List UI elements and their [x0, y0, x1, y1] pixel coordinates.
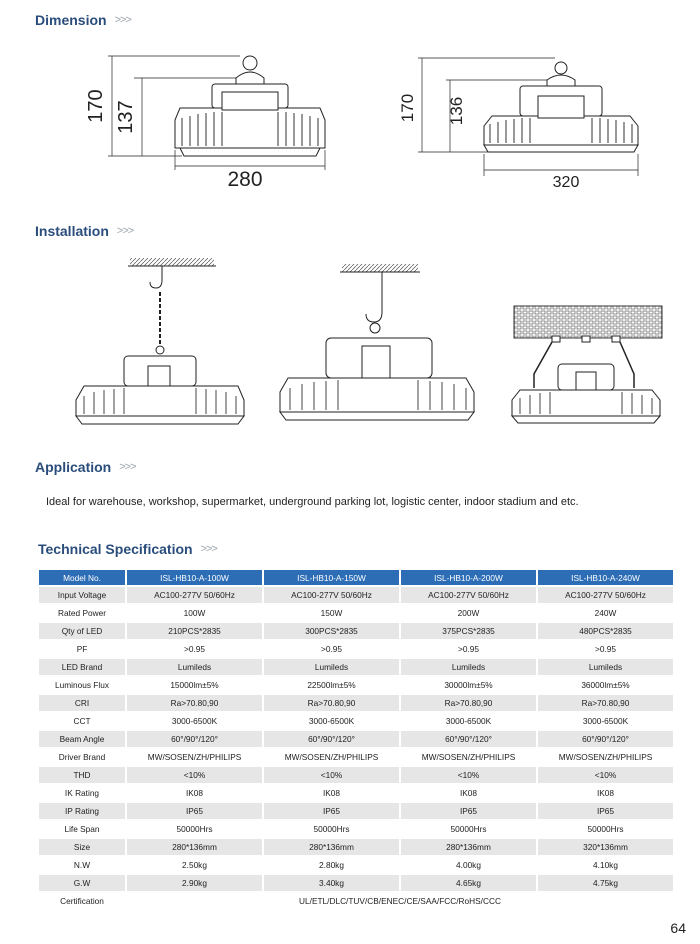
table-row — [39, 623, 673, 639]
table-row — [39, 893, 673, 909]
left-total-height-label: 170 — [85, 89, 107, 123]
spec-header-cell: Model No. — [39, 570, 125, 585]
table-row — [39, 641, 673, 657]
spec-value-cell: <10% — [264, 767, 399, 783]
table-row — [39, 857, 673, 873]
spec-table — [37, 568, 675, 911]
table-row — [39, 821, 673, 837]
spec-value-cell: 50000Hrs — [176, 824, 213, 834]
chain-mount-drawing — [76, 258, 244, 424]
spec-value-cell: <10% — [127, 767, 262, 783]
chevron-right-icon: >>> — [114, 14, 131, 26]
spec-value-cell: Ra>70.80,90 — [127, 695, 262, 711]
table-row — [39, 659, 673, 675]
spec-value-cell: 3000-6500K — [445, 716, 492, 726]
spec-label-cell: Beam Angle — [39, 731, 125, 747]
spec-value-cell: IP65 — [401, 803, 536, 819]
spec-value-cell: 150W — [320, 608, 343, 618]
right-total-height-label: 170 — [398, 93, 417, 123]
spec-label-cell: Qty of LED — [39, 623, 125, 639]
spec-label-cell: LED Brand — [39, 659, 125, 675]
spec-value-cell: 60°/90°/120° — [264, 731, 399, 747]
application-description: Ideal for warehouse, workshop, supermarket, underground parking lot, logistic center, indoor stadium and etc. — [46, 496, 579, 508]
spec-value-cell: Lumileds — [264, 659, 399, 675]
spec-value-cell: 4.75kg — [538, 875, 673, 891]
spec-label-cell: G.W — [39, 875, 125, 891]
spec-value-cell: IP65 — [264, 803, 399, 819]
spec-value-cell: Lumileds — [538, 659, 673, 675]
spec-value-cell: 50000Hrs — [587, 824, 624, 834]
spec-value-cell: 3000-6500K — [308, 716, 355, 726]
spec-value-cell: 100W — [183, 608, 206, 618]
spec-value-cell: 210PCS*2835 — [127, 623, 262, 639]
dimension-heading-text: Dimension — [35, 12, 107, 28]
chevron-right-icon: >>> — [116, 225, 134, 237]
spec-label-cell: Input Voltage — [39, 587, 125, 603]
spec-value-cell: Ra>70.80,90 — [538, 695, 673, 711]
installation-heading-text: Installation — [35, 223, 109, 239]
dimension-drawings — [0, 0, 700, 210]
spec-value-cell: 36000lm±5% — [581, 680, 630, 690]
table-row — [39, 731, 673, 747]
left-width-label: 280 — [227, 168, 263, 191]
spec-value-cell: 280*136mm — [127, 839, 262, 855]
table-row — [39, 695, 673, 711]
spec-label-cell: Rated Power — [58, 608, 106, 618]
technical-spec-heading — [38, 541, 217, 557]
spec-label-cell: CCT — [73, 716, 91, 726]
spec-value-cell: <10% — [401, 767, 536, 783]
spec-value-cell: 22500lm±5% — [307, 680, 356, 690]
application-heading — [35, 459, 136, 475]
certification-value-cell: UL/ETL/DLC/TUV/CB/ENEC/CE/SAA/FCC/RoHS/CCC — [299, 896, 501, 906]
spec-value-cell: 2.80kg — [319, 860, 344, 870]
spec-value-cell: 3000-6500K — [171, 716, 218, 726]
spec-value-cell: 30000lm±5% — [444, 680, 493, 690]
spec-label-cell: PF — [76, 644, 88, 654]
table-row — [39, 803, 673, 819]
spec-value-cell: >0.95 — [458, 644, 479, 654]
spec-value-cell: 320*136mm — [538, 839, 673, 855]
table-row — [39, 839, 673, 855]
left-body-height-label: 137 — [115, 100, 137, 134]
spec-value-cell: 300PCS*2835 — [264, 623, 399, 639]
spec-value-cell: >0.95 — [321, 644, 342, 654]
spec-value-cell: 60°/90°/120° — [401, 731, 536, 747]
spec-value-cell: 3000-6500K — [582, 716, 629, 726]
technical-spec-heading-text: Technical Specification — [38, 541, 193, 557]
spec-value-cell: 480PCS*2835 — [538, 623, 673, 639]
spec-value-cell: AC100-277V 50/60Hz — [264, 587, 399, 603]
spec-value-cell: >0.95 — [184, 644, 205, 654]
spec-header-cell: ISL-HB10-A-240W — [538, 570, 673, 585]
spec-value-cell: 50000Hrs — [450, 824, 487, 834]
spec-value-cell: Lumileds — [401, 659, 536, 675]
right-body-height-label: 136 — [447, 96, 466, 126]
spec-value-cell: IK08 — [596, 788, 615, 798]
spec-header-row — [39, 570, 673, 585]
spec-value-cell: 200W — [457, 608, 480, 618]
spec-header-cell: ISL-HB10-A-100W — [127, 570, 262, 585]
spec-label-cell: IP Rating — [39, 803, 125, 819]
table-row — [39, 767, 673, 783]
spec-header-cell: ISL-HB10-A-150W — [264, 570, 399, 585]
spec-value-cell: IK08 — [322, 788, 341, 798]
spec-value-cell: 50000Hrs — [313, 824, 350, 834]
spec-value-cell: 60°/90°/120° — [538, 731, 673, 747]
spec-value-cell: Ra>70.80,90 — [401, 695, 536, 711]
table-row — [39, 749, 673, 765]
spec-value-cell: IK08 — [459, 788, 478, 798]
spec-value-cell: 4.00kg — [456, 860, 481, 870]
spec-value-cell: 3.40kg — [264, 875, 399, 891]
spec-value-cell: 280*136mm — [264, 839, 399, 855]
spec-label-cell: THD — [39, 767, 125, 783]
spec-label-cell: Certification — [60, 896, 104, 906]
spec-label-cell: IK Rating — [64, 788, 100, 798]
spec-value-cell: IK08 — [185, 788, 204, 798]
spec-label-cell: CRI — [39, 695, 125, 711]
spec-label-cell: Driver Brand — [58, 752, 106, 762]
spec-value-cell: 2.50kg — [182, 860, 207, 870]
spec-value-cell: MW/SOSEN/ZH/PHILIPS — [558, 752, 653, 762]
chevron-right-icon: >>> — [200, 543, 217, 555]
spec-value-cell: MW/SOSEN/ZH/PHILIPS — [284, 752, 379, 762]
table-row — [39, 677, 673, 693]
right-width-label: 320 — [552, 174, 580, 191]
spec-header-cell: ISL-HB10-A-200W — [401, 570, 536, 585]
dimension-drawing-left — [108, 56, 325, 170]
table-row — [39, 587, 673, 603]
spec-value-cell: AC100-277V 50/60Hz — [538, 587, 673, 603]
table-row — [39, 605, 673, 621]
chevron-right-icon: >>> — [119, 461, 136, 473]
spec-value-cell: IP65 — [538, 803, 673, 819]
spec-value-cell: MW/SOSEN/ZH/PHILIPS — [147, 752, 242, 762]
table-row — [39, 875, 673, 891]
page-number: 64 — [670, 920, 686, 936]
bracket-mount-drawing — [512, 306, 662, 423]
spec-value-cell: 375PCS*2835 — [401, 623, 536, 639]
installation-drawings — [0, 250, 700, 435]
spec-value-cell: MW/SOSEN/ZH/PHILIPS — [421, 752, 516, 762]
spec-value-cell: <10% — [538, 767, 673, 783]
spec-value-cell: 280*136mm — [401, 839, 536, 855]
table-row — [39, 713, 673, 729]
spec-label-cell: N.W — [73, 860, 91, 870]
spec-value-cell: AC100-277V 50/60Hz — [127, 587, 262, 603]
hook-mount-drawing — [280, 264, 474, 420]
spec-value-cell: 4.65kg — [401, 875, 536, 891]
spec-value-cell: Lumileds — [127, 659, 262, 675]
spec-label-cell: Luminous Flux — [55, 680, 109, 690]
installation-heading — [35, 223, 133, 239]
spec-value-cell: AC100-277V 50/60Hz — [401, 587, 536, 603]
spec-value-cell: IP65 — [127, 803, 262, 819]
spec-value-cell: 240W — [594, 608, 617, 618]
spec-value-cell: 2.90kg — [127, 875, 262, 891]
spec-value-cell: >0.95 — [595, 644, 616, 654]
spec-value-cell: 60°/90°/120° — [127, 731, 262, 747]
spec-value-cell: 4.10kg — [593, 860, 618, 870]
spec-label-cell: Life Span — [64, 824, 100, 834]
table-row — [39, 785, 673, 801]
application-heading-text: Application — [35, 459, 112, 475]
spec-value-cell: Ra>70.80,90 — [264, 695, 399, 711]
spec-value-cell: 15000lm±5% — [170, 680, 219, 690]
spec-label-cell: Size — [39, 839, 125, 855]
